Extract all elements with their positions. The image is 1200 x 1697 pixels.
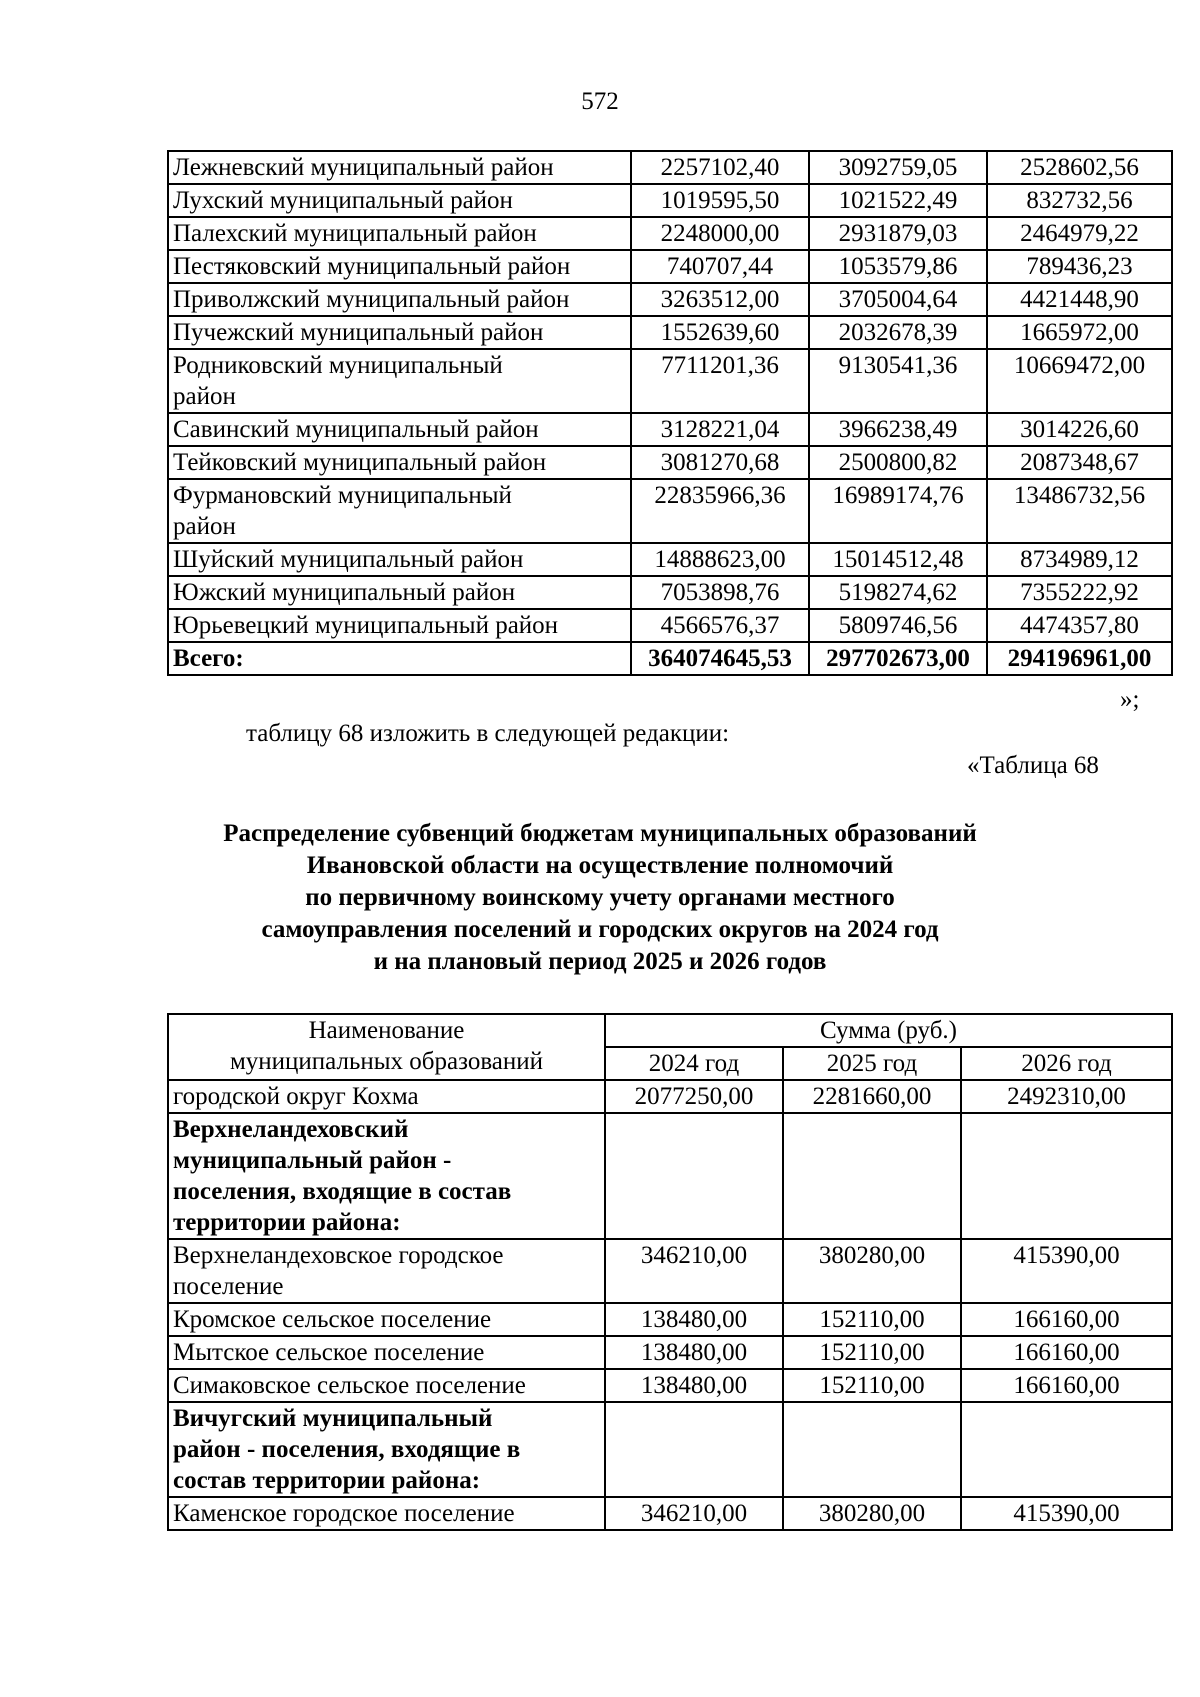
row-value-2024: 138480,00 xyxy=(605,1303,783,1336)
subvention-table xyxy=(167,1013,1173,1531)
table-row xyxy=(168,1497,1172,1530)
row-value-2026: 166160,00 xyxy=(961,1336,1172,1369)
title-line: по первичному воинскому учету органами местного xyxy=(305,884,895,911)
table-label: «Таблица 68 xyxy=(967,752,1099,779)
table-row xyxy=(168,349,1172,413)
group-line: поселения, входящие в состав xyxy=(173,1178,512,1205)
table-row xyxy=(168,479,1172,543)
amendment-intro: таблицу 68 изложить в следующей редакции: xyxy=(246,720,730,747)
row-value-2025: 152110,00 xyxy=(783,1303,961,1336)
row-name: Тейковский муниципальный район xyxy=(168,446,631,479)
row-name: Лухский муниципальный район xyxy=(168,184,631,217)
header-year-2024: 2024 год xyxy=(605,1047,783,1080)
row-name: Шуйский муниципальный район xyxy=(168,543,631,576)
row-value-2: 2931879,03 xyxy=(809,217,987,250)
row-value-2025: 152110,00 xyxy=(783,1369,961,1402)
title-line: Ивановской области на осуществление полномочий xyxy=(306,852,894,879)
row-value-2: 9130541,36 xyxy=(809,349,987,413)
row-value-2: 3705004,64 xyxy=(809,283,987,316)
table-title xyxy=(0,818,1200,978)
row-value-2: 5809746,56 xyxy=(809,609,987,642)
row-value-1: 2248000,00 xyxy=(631,217,809,250)
row-name-line: Верхнеландеховское городское xyxy=(173,1242,504,1269)
row-value-3: 4421448,90 xyxy=(987,283,1172,316)
closing-quote: »; xyxy=(1120,686,1140,713)
total-label: Всего: xyxy=(168,642,631,675)
empty-cell xyxy=(605,1402,783,1497)
row-value-3: 13486732,56 xyxy=(987,479,1172,543)
row-value-1: 3081270,68 xyxy=(631,446,809,479)
row-name: Кромское сельское поселение xyxy=(168,1303,605,1336)
row-name: Каменское городское поселение xyxy=(168,1497,605,1530)
row-value-2024: 346210,00 xyxy=(605,1497,783,1530)
row-value-2024: 346210,00 xyxy=(605,1239,783,1303)
row-value-3: 7355222,92 xyxy=(987,576,1172,609)
row-value-2025: 2281660,00 xyxy=(783,1080,961,1113)
empty-cell xyxy=(605,1113,783,1239)
group-line: Вичугский муниципальный xyxy=(173,1405,493,1432)
row-value-1: 740707,44 xyxy=(631,250,809,283)
row-value-2: 1053579,86 xyxy=(809,250,987,283)
header-name-cell xyxy=(168,1014,605,1080)
row-value-2024: 138480,00 xyxy=(605,1369,783,1402)
row-value-3: 832732,56 xyxy=(987,184,1172,217)
table-row xyxy=(168,1080,1172,1113)
group-header-row xyxy=(168,1402,1172,1497)
row-value-3: 2528602,56 xyxy=(987,151,1172,184)
empty-cell xyxy=(961,1402,1172,1497)
row-name-line: район xyxy=(173,383,236,410)
row-value-2: 2032678,39 xyxy=(809,316,987,349)
row-value-2: 3092759,05 xyxy=(809,151,987,184)
row-name: Приволжский муниципальный район xyxy=(168,283,631,316)
total-value-3: 294196961,00 xyxy=(987,642,1172,675)
row-value-1: 1552639,60 xyxy=(631,316,809,349)
row-value-2026: 415390,00 xyxy=(961,1239,1172,1303)
header-year-2026: 2026 год xyxy=(961,1047,1172,1080)
row-name: Юрьевецкий муниципальный район xyxy=(168,609,631,642)
empty-cell xyxy=(783,1402,961,1497)
row-value-1: 7711201,36 xyxy=(631,349,809,413)
row-name-line: Родниковский муниципальный xyxy=(173,352,503,379)
table-row xyxy=(168,543,1172,576)
row-value-2: 5198274,62 xyxy=(809,576,987,609)
row-name-line: район xyxy=(173,513,236,540)
table-row xyxy=(168,1239,1172,1303)
row-value-2026: 166160,00 xyxy=(961,1369,1172,1402)
row-name-line: поселение xyxy=(173,1273,284,1300)
group-line: район - поселения, входящие в xyxy=(173,1436,521,1463)
empty-cell xyxy=(783,1113,961,1239)
row-value-1: 14888623,00 xyxy=(631,543,809,576)
title-line: самоуправления поселений и городских округов на 2024 год xyxy=(261,916,939,943)
row-value-2: 15014512,48 xyxy=(809,543,987,576)
group-line: Верхнеландеховский xyxy=(173,1116,409,1143)
header-row xyxy=(168,1014,1172,1047)
header-year-2025: 2025 год xyxy=(783,1047,961,1080)
row-name: Савинский муниципальный район xyxy=(168,413,631,446)
row-name: Южский муниципальный район xyxy=(168,576,631,609)
header-sum: Сумма (руб.) xyxy=(605,1014,1172,1047)
total-value-2: 297702673,00 xyxy=(809,642,987,675)
table-row xyxy=(168,250,1172,283)
row-value-1: 2257102,40 xyxy=(631,151,809,184)
row-name: Пестяковский муниципальный район xyxy=(168,250,631,283)
table-row xyxy=(168,217,1172,250)
row-value-1: 4566576,37 xyxy=(631,609,809,642)
row-value-3: 3014226,60 xyxy=(987,413,1172,446)
title-line: Распределение субвенций бюджетам муниципальных образований xyxy=(223,820,977,847)
group-header-name xyxy=(168,1402,605,1497)
row-value-2026: 415390,00 xyxy=(961,1497,1172,1530)
row-value-3: 8734989,12 xyxy=(987,543,1172,576)
row-value-1: 7053898,76 xyxy=(631,576,809,609)
row-name: Симаковское сельское поселение xyxy=(168,1369,605,1402)
empty-cell xyxy=(961,1113,1172,1239)
table-row xyxy=(168,151,1172,184)
row-name: Лежневский муниципальный район xyxy=(168,151,631,184)
table-row xyxy=(168,1303,1172,1336)
continuation-table xyxy=(167,150,1173,676)
row-value-3: 4474357,80 xyxy=(987,609,1172,642)
row-value-2: 2500800,82 xyxy=(809,446,987,479)
group-header-row xyxy=(168,1113,1172,1239)
table-row xyxy=(168,413,1172,446)
row-value-3: 2464979,22 xyxy=(987,217,1172,250)
row-value-2026: 166160,00 xyxy=(961,1303,1172,1336)
row-value-2: 16989174,76 xyxy=(809,479,987,543)
row-value-2024: 138480,00 xyxy=(605,1336,783,1369)
table-row xyxy=(168,283,1172,316)
group-line: состав территории района: xyxy=(173,1467,481,1494)
header-name-line2: муниципальных образований xyxy=(229,1048,544,1075)
row-value-3: 1665972,00 xyxy=(987,316,1172,349)
page-number: 572 xyxy=(581,88,619,115)
row-value-1: 3263512,00 xyxy=(631,283,809,316)
row-name xyxy=(168,349,631,413)
group-line: муниципальный район - xyxy=(173,1147,452,1174)
table-row xyxy=(168,446,1172,479)
table-row xyxy=(168,609,1172,642)
row-value-1: 22835966,36 xyxy=(631,479,809,543)
row-value-1: 3128221,04 xyxy=(631,413,809,446)
table-row xyxy=(168,576,1172,609)
continuation-table-body xyxy=(168,151,1172,675)
row-name: городской округ Кохма xyxy=(168,1080,605,1113)
table-row xyxy=(168,184,1172,217)
table-row xyxy=(168,1336,1172,1369)
row-value-2024: 2077250,00 xyxy=(605,1080,783,1113)
row-value-2025: 380280,00 xyxy=(783,1497,961,1530)
row-value-2025: 380280,00 xyxy=(783,1239,961,1303)
table-row xyxy=(168,1369,1172,1402)
group-header-name xyxy=(168,1113,605,1239)
total-row xyxy=(168,642,1172,675)
row-value-3: 10669472,00 xyxy=(987,349,1172,413)
row-value-3: 789436,23 xyxy=(987,250,1172,283)
row-name xyxy=(168,479,631,543)
row-name: Пучежский муниципальный район xyxy=(168,316,631,349)
group-line: территории района: xyxy=(173,1209,401,1236)
title-line: и на плановый период 2025 и 2026 годов xyxy=(373,948,827,975)
row-value-2025: 152110,00 xyxy=(783,1336,961,1369)
table-row xyxy=(168,316,1172,349)
header-name-line1: Наименование xyxy=(308,1017,465,1044)
row-name xyxy=(168,1239,605,1303)
row-name: Палехский муниципальный район xyxy=(168,217,631,250)
row-value-1: 1019595,50 xyxy=(631,184,809,217)
row-value-3: 2087348,67 xyxy=(987,446,1172,479)
row-name-line: Фурмановский муниципальный xyxy=(173,482,512,509)
row-value-2: 3966238,49 xyxy=(809,413,987,446)
row-value-2: 1021522,49 xyxy=(809,184,987,217)
row-value-2026: 2492310,00 xyxy=(961,1080,1172,1113)
total-value-1: 364074645,53 xyxy=(631,642,809,675)
row-name: Мытское сельское поселение xyxy=(168,1336,605,1369)
